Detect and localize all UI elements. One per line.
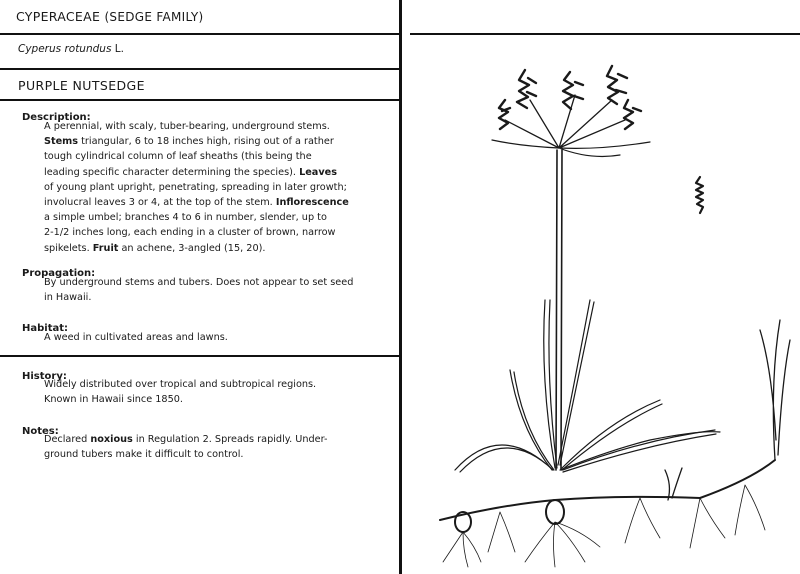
genus-species: Cyperus rotundus <box>18 43 112 55</box>
main-stem <box>556 150 562 470</box>
common-name: PURPLE NUTSEDGE <box>18 78 145 93</box>
desc-line-9-text: spikelets. <box>44 242 93 254</box>
description-text <box>44 119 374 256</box>
desc-line-2-text: triangular, 6 to 18 inches high, rising out of a rather <box>78 136 334 148</box>
inflorescence-term: Inflorescence <box>275 197 349 209</box>
desc-line-9-tail: an achene, 3-angled (15, 20). <box>118 242 266 254</box>
basal-leaves <box>455 300 720 472</box>
spikelet-detail <box>696 177 703 213</box>
history-heading: History: <box>22 371 67 382</box>
young-shoot <box>760 320 790 460</box>
habitat-heading: Habitat: <box>22 323 69 334</box>
history-text <box>44 377 374 407</box>
desc-line-6 <box>44 195 374 210</box>
noxious-term: noxious <box>90 434 133 445</box>
scientific-name <box>18 43 124 55</box>
desc-line-6-text: involucral leaves 3 or 4, at the top of the stem. <box>44 197 276 209</box>
desc-line-2 <box>44 134 374 149</box>
propagation-heading: Propagation: <box>22 268 96 279</box>
tuber-center <box>546 500 564 524</box>
desc-line-8: 2-1/2 inches long, each ending in a cluster of brown, narrow <box>44 227 336 239</box>
spikelet-clusters <box>499 66 641 129</box>
notes-line-1-end: in Regulation 2. Spreads rapidly. Under- <box>132 434 328 445</box>
desc-line-3: tough cylindrical column of leaf sheaths (this being the <box>44 151 312 163</box>
rhizome <box>440 460 775 520</box>
plant-drawing <box>440 66 790 567</box>
prop-line-2: in Hawaii. <box>44 292 92 304</box>
nutsedge-illustration <box>402 0 800 574</box>
leaves-term: Leaves <box>299 166 337 178</box>
section-rule <box>0 355 400 357</box>
desc-line-5: of young plant upright, penetrating, spreading in later growth; <box>44 181 347 193</box>
right-page <box>402 0 800 574</box>
family-common-name: (SEDGE FAMILY) <box>104 10 204 24</box>
history-line-1: Widely distributed over tropical and subtropical regions. <box>44 379 317 390</box>
desc-line-4-text: leading specific character determining the species). <box>44 166 300 178</box>
habitat-text <box>44 330 374 345</box>
notes-line-1-start: Declared <box>44 434 91 445</box>
header-rule <box>0 33 400 35</box>
name-rule <box>0 68 400 70</box>
notes-text <box>44 432 374 462</box>
sprouting-shoot <box>665 468 682 500</box>
desc-line-7: a simple umbel; branches 4 to 6 in number, slender, up to <box>44 212 327 224</box>
prop-line-1: By underground stems and tubers. Does not appear to set seed <box>44 277 354 288</box>
author-abbrev: L. <box>114 43 124 55</box>
description-heading: Description: <box>22 112 91 123</box>
notes-line-1 <box>44 432 374 447</box>
desc-line-1: A perennial, with scaly, tuber-bearing, underground stems. <box>44 121 330 132</box>
desc-line-4 <box>44 165 374 180</box>
stems-term: Stems <box>44 136 79 148</box>
propagation-text <box>44 275 374 305</box>
notes-line-2: ground tubers make it difficult to control. <box>44 449 244 461</box>
family-name: CYPERACEAE <box>16 9 101 24</box>
fruit-term: Fruit <box>92 242 119 254</box>
family-heading <box>16 9 203 24</box>
notes-heading: Notes: <box>22 426 59 437</box>
history-line-2: Known in Hawaii since 1850. <box>44 394 183 406</box>
habitat-line-1: A weed in cultivated areas and lawns. <box>44 332 228 343</box>
desc-line-9 <box>44 241 374 256</box>
common-name-rule <box>0 99 400 101</box>
